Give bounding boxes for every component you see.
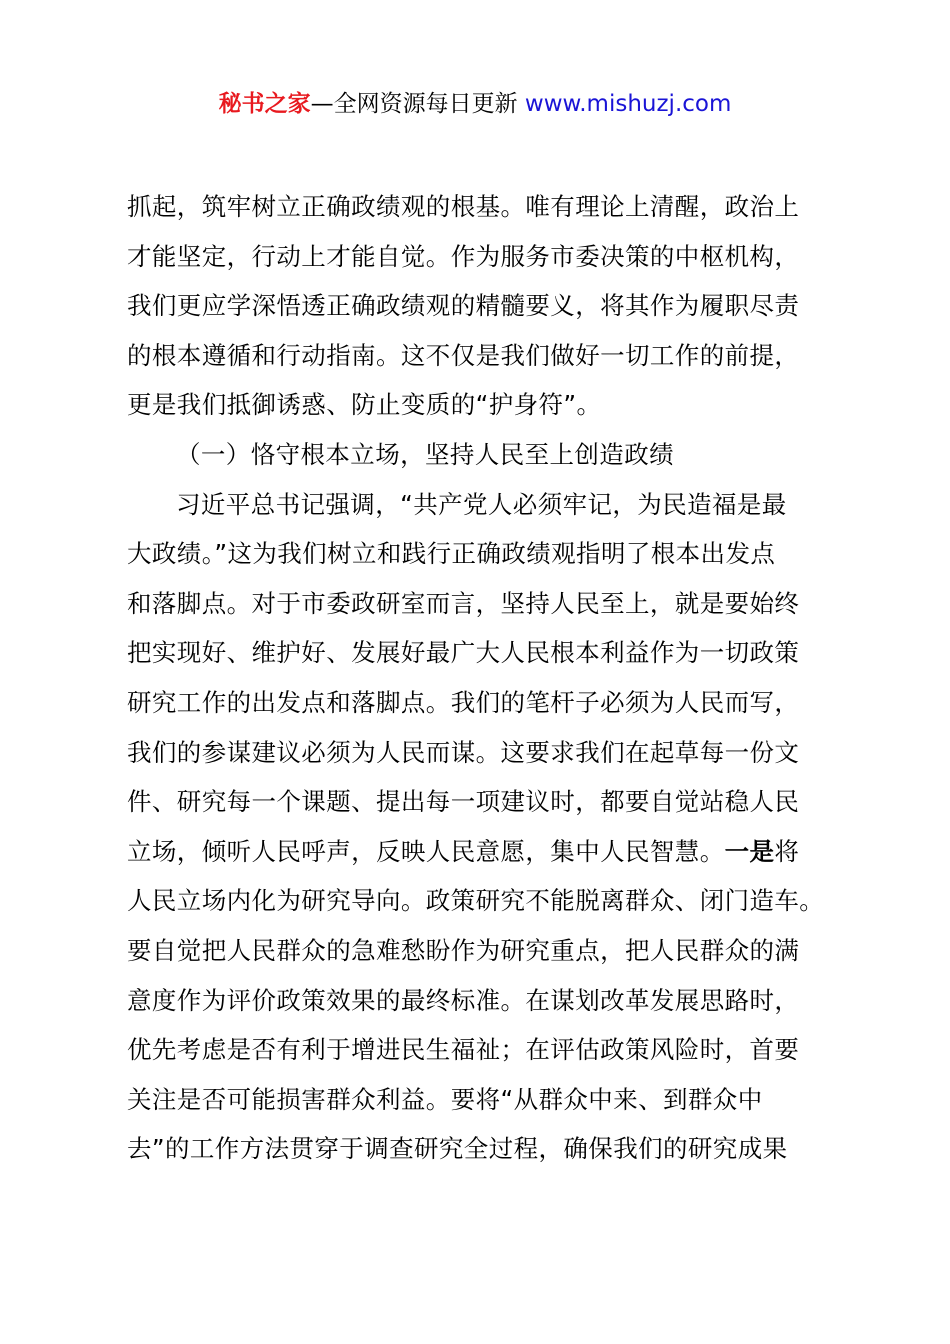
text-line: 我们的参谋建议必须为人民而谋。这要求我们在起草每一份文 [127,737,800,767]
text-line: 的根本遵循和行动指南。这不仅是我们做好一切工作的前提， [127,340,800,370]
bold-marker: 一是 [724,836,775,866]
document-body [127,182,837,1174]
text-line: 大政绩。”这为我们树立和践行正确政绩观指明了根本出发点 [127,539,776,569]
text-segment: 立场，倾听人民呼声，反映人民意愿，集中人民智慧。 [127,836,725,866]
text-line: 习近平总书记强调，“共产党人必须牢记，为民造福是最 [176,489,787,519]
site-header [0,86,950,122]
site-url-link[interactable]: www.mishuzj.com [524,91,732,117]
text-line: 去”的工作方法贯穿于调查研究全过程，确保我们的研究成果 [127,1134,788,1164]
text-line: 更是我们抵御诱惑、防止变质的“护身符”。 [127,390,602,420]
text-line: 意度作为评价政策效果的最终标准。在谋划改革发展思路时， [127,985,800,1015]
text-line: 我们更应学深悟透正确政绩观的精髓要义，将其作为履职尽责 [127,291,800,321]
text-line: 人民立场内化为研究导向。政策研究不能脱离群众、闭门造车。 [127,886,825,916]
text-line: 和落脚点。对于市委政研室而言，坚持人民至上，就是要始终 [127,588,800,618]
text-line: 件、研究每一个课题、提出每一项建议时，都要自觉站稳人民 [127,787,800,817]
section-heading: （一）恪守根本立场，坚持人民至上创造政绩 [176,439,674,469]
text-line-mixed [127,827,837,877]
text-line: 研究工作的出发点和落脚点。我们的笔杆子必须为人民而写， [127,687,800,717]
header-tagline: —全网资源每日更新 [310,91,525,117]
text-line: 要自觉把人民群众的急难愁盼作为研究重点，把人民群众的满 [127,935,800,965]
text-line: 优先考虑是否有利于增进民生福祉；在评估政策风险时，首要 [127,1035,800,1065]
text-line: 把实现好、维护好、发展好最广大人民根本利益作为一切政策 [127,638,800,668]
text-line: 关注是否可能损害群众利益。要将“从群众中来、到群众中 [127,1084,763,1114]
text-line: 才能坚定，行动上才能自觉。作为服务市委决策的中枢机构， [127,241,800,271]
text-line: 抓起，筑牢树立正确政绩观的根基。唯有理论上清醒，政治上 [127,192,800,221]
text-segment: 将 [774,836,800,866]
brand-name: 秘书之家 [218,91,311,117]
